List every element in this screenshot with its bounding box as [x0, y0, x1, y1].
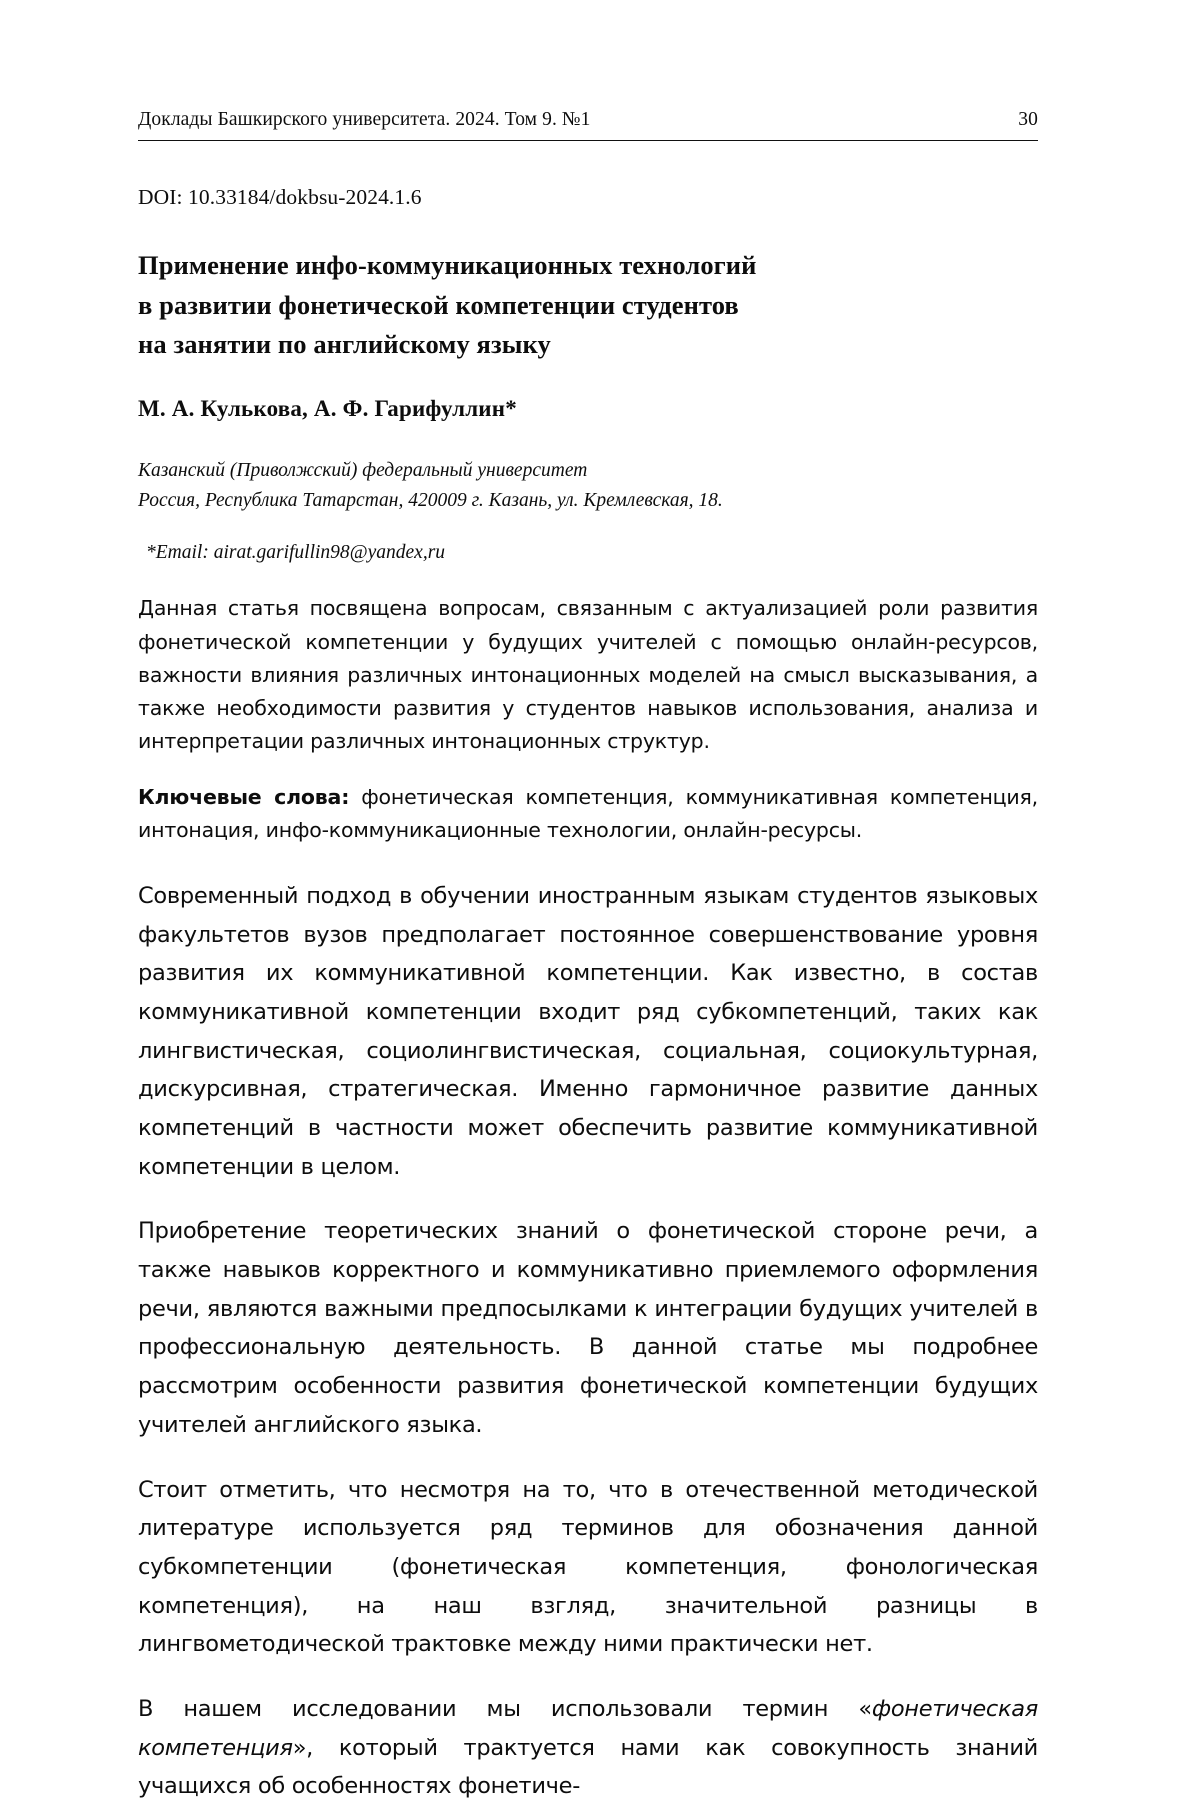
running-head	[138, 108, 1038, 141]
doi-line: DOI: 10.33184/dokbsu-2024.1.6	[138, 185, 422, 210]
body-paragraph-2: Приобретение теоретических знаний о фонетической стороне речи, а также навыков корректного и коммуникативно приемлемого оформления речи, являются важными предпосылками к интеграции будущих учителей в профессиональную деятельность. В данной статье мы подробнее рассмотрим особенности развития фонетической компетенции будущих учителей английского языка.	[138, 1218, 1038, 1438]
body-paragraph-1: Современный подход в обучении иностранным языкам студентов языковых факультетов вузов предполагает постоянное совершенствование уровня развития их коммуникативной компетенции. Как известно, в состав коммуникативной компетенции входит ряд субкомпетенций, таких как лингвистическая, социолингвистическая, социальная, социокультурная, дискурсивная, стратегическая. Именно гармоничное развитие данных компетенций в частности может обеспечить развитие коммуникативной компетенции в целом.	[138, 882, 1038, 1180]
body-paragraph-4-part-2: », который трактуется нами как совокупность знаний учащихся об особенностях фонетиче-	[138, 1734, 1038, 1800]
page-content	[138, 108, 1038, 1806]
body-paragraph-4-part-1: В нашем исследовании мы использовали термин «	[138, 1695, 872, 1722]
author-list: М. А. Кулькова, А. Ф. Гарифуллин*	[138, 396, 517, 422]
affiliation	[138, 456, 1038, 516]
abstract-text	[138, 592, 1038, 758]
keywords-block	[138, 781, 1038, 847]
article-title	[138, 246, 898, 364]
article-title-line-1: Применение инфо-коммуникационных технологий	[138, 250, 757, 281]
keywords-values: фонетическая компетенция, коммуникативная компетенция, интонация, инфо-коммуникационные технологии, онлайн-ресурсы.	[138, 784, 1039, 842]
keywords-label: Ключевые слова:	[138, 784, 350, 809]
corresponding-email: *Email: airat.garifullin98@yandex,ru	[146, 542, 446, 564]
affiliation-address: Россия, Республика Татарстан, 420009 г. Казань, ул. Кремлевская, 18.	[138, 490, 723, 512]
journal-citation: Доклады Башкирского университета. 2024. Том 9. №1	[138, 109, 591, 130]
article-body	[138, 877, 1038, 1806]
abstract-body: Данная статья посвящена вопросам, связанным с актуализацией роли развития фонетической компетенции у будущих учителей с помощью онлайн-ресурсов, важности влияния различных интонационных моделей на смысл высказывания, а также необходимости развития у студентов навыков использования, анализа и интерпретации различных интонационных структур.	[138, 596, 1038, 754]
body-paragraph-3: Стоит отметить, что несмотря на то, что в отечественной методической литературе используется ряд терминов для обозначения данной субкомпетенции (фонетическая компетенция, фонологическая компетенция), на наш взгляд, значительной разницы в лингвометодической трактовке между ними практически нет.	[138, 1476, 1038, 1658]
article-title-line-2: в развитии фонетической компетенции студентов	[138, 289, 739, 320]
page-number: 30	[1018, 109, 1038, 130]
body-paragraph-4	[138, 1690, 1038, 1806]
body-paragraph-4-emphasis: фонетическая компетенция	[138, 1695, 1038, 1761]
affiliation-institution: Казанский (Приволжский) федеральный университет	[138, 460, 588, 482]
article-title-line-3: на занятии по английскому языку	[138, 328, 551, 359]
